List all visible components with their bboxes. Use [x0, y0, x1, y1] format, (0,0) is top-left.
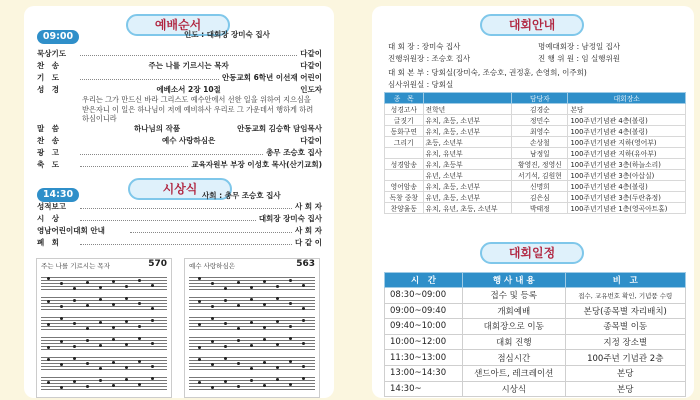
- schedule-header-cell: 담당자: [512, 93, 568, 104]
- music-note: [73, 380, 76, 383]
- timetable-title: 대회일정: [480, 242, 584, 264]
- program-item-label: 광 고: [37, 148, 59, 157]
- schedule-cell: 김은심: [512, 192, 568, 203]
- dot-leader: [80, 214, 256, 221]
- music-note: [250, 344, 253, 347]
- day-timetable: [384, 272, 686, 397]
- program-item-title: 에베소서 2장 10절: [156, 85, 221, 94]
- worship-panel: [24, 6, 334, 398]
- table-row: [385, 303, 686, 319]
- timetable-cell: 08:30~09:00: [385, 288, 463, 304]
- music-note: [151, 342, 154, 345]
- music-note: [60, 363, 63, 366]
- hymn-title: 예수 사랑하심은: [189, 262, 236, 270]
- music-note: [224, 322, 227, 325]
- music-note: [47, 358, 50, 361]
- honorary-chair-info: 명예대회장 : 남정일 집사: [538, 42, 621, 51]
- music-note: [138, 302, 141, 305]
- music-note: [211, 340, 214, 343]
- hq-info: 대 회 본 부 : 당회실(장미숙, 조승호, 권정훈, 손영희, 이주희): [388, 68, 587, 77]
- timetable-cell: 본당: [565, 365, 685, 381]
- music-note: [289, 279, 292, 282]
- table-row: [385, 334, 686, 350]
- hymn-sheet-570: [36, 258, 172, 398]
- program-item-label: 묵상기도: [37, 49, 66, 58]
- table-row: [385, 104, 686, 115]
- music-note: [289, 383, 292, 386]
- hymn-number: 563: [296, 259, 315, 269]
- music-note: [276, 320, 279, 323]
- program-item-label: 성 경: [37, 85, 59, 94]
- music-note: [60, 340, 63, 343]
- music-note: [237, 362, 240, 365]
- music-note: [138, 279, 141, 282]
- music-note: [263, 326, 266, 329]
- music-note: [250, 286, 253, 289]
- music-note: [237, 385, 240, 388]
- schedule-cell: 신명희: [512, 181, 568, 192]
- dot-leader: [80, 160, 188, 167]
- committee-info: 진 행 위 원 : 임 실행위원: [538, 54, 621, 63]
- music-note: [138, 360, 141, 363]
- music-note: [302, 342, 305, 345]
- program-item-person: 총무 조승호 집사: [266, 148, 322, 157]
- program-item-person: 교육자원부 부장 이성호 목사(산기교회): [191, 160, 322, 169]
- schedule-cell: 영어암송: [385, 181, 424, 192]
- music-note: [237, 339, 240, 342]
- timetable-cell: 접수, 교유번호 확인, 기념품 수령: [565, 288, 685, 304]
- hymn-sheet-563: [184, 258, 320, 398]
- music-note: [211, 386, 214, 389]
- program-item-label: 말 씀: [37, 124, 59, 133]
- program-item-label: 영남어린이대회 안내: [37, 226, 105, 235]
- schedule-cell: 남정일: [512, 148, 568, 159]
- music-note: [86, 339, 89, 342]
- music-note: [151, 377, 154, 380]
- table-row: [385, 203, 686, 214]
- music-note: [112, 361, 115, 364]
- timetable-cell: 접수 및 등록: [462, 288, 565, 304]
- music-note: [125, 343, 128, 346]
- program-item-person: 사 회 자: [295, 202, 322, 211]
- schedule-cell: 유치, 초등부: [423, 159, 512, 170]
- table-row: [385, 148, 686, 159]
- music-note: [302, 365, 305, 368]
- program-row: [37, 226, 322, 236]
- timetable-cell: 09:40~10:00: [385, 319, 463, 335]
- music-note: [60, 317, 63, 320]
- music-note: [302, 284, 305, 287]
- schedule-cell: 100주년기념관 3층(하늘소리): [568, 159, 686, 170]
- hymn-number: 570: [148, 259, 167, 269]
- timetable-header-cell: 시 간: [385, 273, 463, 288]
- music-staff: [189, 317, 315, 331]
- music-note: [86, 362, 89, 365]
- music-note: [60, 386, 63, 389]
- timetable-cell: 14:30~: [385, 381, 463, 397]
- music-note: [263, 361, 266, 364]
- music-note: [125, 378, 128, 381]
- music-note: [198, 300, 201, 303]
- program-item-label: 성적보고: [37, 202, 66, 211]
- music-staff: [41, 297, 167, 311]
- program-item-person: 사 회 자: [295, 226, 322, 235]
- timetable-cell: 본당: [565, 381, 685, 397]
- program-item-person: 안동교회 6학년 이선재 어린이: [222, 73, 322, 82]
- program-item-person: 다 같 이: [295, 238, 322, 247]
- program-item-person: 인도자: [300, 85, 322, 94]
- music-note: [99, 344, 102, 347]
- music-note: [289, 337, 292, 340]
- ceremony-title: 시상식: [128, 178, 232, 200]
- table-row: [385, 115, 686, 126]
- timetable-cell: 점심시간: [462, 350, 565, 366]
- music-note: [86, 281, 89, 284]
- program-item-label: 찬 송: [37, 61, 59, 70]
- schedule-cell: 100주년기념관 3층(아삽실): [568, 170, 686, 181]
- program-item-person: 안동교회 김승학 담임목사: [237, 124, 322, 133]
- worship-time-badge: 09:00: [37, 30, 79, 44]
- schedule-cell: 100주년기념관 4층(볼링): [568, 115, 686, 126]
- music-note: [263, 384, 266, 387]
- table-row: [385, 192, 686, 203]
- program-item-label: 찬 송: [37, 136, 59, 145]
- music-note: [86, 385, 89, 388]
- table-row: [385, 170, 686, 181]
- music-note: [289, 302, 292, 305]
- timetable-cell: 대회장으로 이동: [462, 319, 565, 335]
- music-note: [47, 277, 50, 280]
- table-row: [385, 365, 686, 381]
- judges-info: 심사위원실 : 당회실: [388, 80, 454, 89]
- timetable-cell: 개회예배: [462, 303, 565, 319]
- music-note: [263, 280, 266, 283]
- music-note: [73, 299, 76, 302]
- schedule-cell: 박태정: [512, 203, 568, 214]
- music-note: [60, 305, 63, 308]
- music-note: [237, 281, 240, 284]
- timetable-cell: 시상식: [462, 381, 565, 397]
- music-note: [250, 321, 253, 324]
- music-note: [211, 317, 214, 320]
- program-row: [37, 85, 322, 95]
- table-row: [385, 319, 686, 335]
- music-note: [224, 357, 227, 360]
- music-note: [125, 320, 128, 323]
- table-row: [385, 350, 686, 366]
- music-note: [237, 304, 240, 307]
- music-note: [47, 323, 50, 326]
- schedule-cell: 독창 중창: [385, 192, 424, 203]
- worship-title: 예배순서: [126, 14, 230, 36]
- music-note: [125, 285, 128, 288]
- ceremony-time-badge: 14:30: [37, 188, 79, 202]
- timetable-cell: 대회 진행: [462, 334, 565, 350]
- schedule-cell: 100주년기념관 지하(영어부): [568, 137, 686, 148]
- music-note: [276, 378, 279, 381]
- music-note: [86, 327, 89, 330]
- schedule-cell: [385, 170, 424, 181]
- music-note: [99, 286, 102, 289]
- program-item-title: 예수 사랑하심은: [161, 136, 216, 145]
- program-item-label: 폐 회: [37, 238, 59, 247]
- music-note: [47, 300, 50, 303]
- music-note: [198, 358, 201, 361]
- schedule-cell: 유치, 초등, 소년부: [423, 126, 512, 137]
- schedule-cell: 동화구연: [385, 126, 424, 137]
- schedule-cell: 최영수: [512, 126, 568, 137]
- program-item-title: 주는 나를 기르시는 목자: [148, 61, 229, 70]
- schedule-cell: 100주년기념관 4층(볼링): [568, 181, 686, 192]
- schedule-cell: 100주년기념관 3층(두란츄정): [568, 192, 686, 203]
- music-note: [289, 325, 292, 328]
- program-item-person: 다같이: [300, 61, 322, 70]
- table-row: [385, 159, 686, 170]
- program-row: [37, 148, 322, 158]
- timetable-header-cell: 행 사 내 용: [462, 273, 565, 288]
- schedule-header-cell: 종 목: [385, 93, 424, 104]
- program-row: [37, 136, 322, 146]
- schedule-cell: 손상철: [512, 137, 568, 148]
- program-item-person: 대회장 장미숙 집사: [258, 214, 322, 223]
- event-schedule-table: [384, 92, 686, 214]
- timetable-cell: 종목별 이동: [565, 319, 685, 335]
- worship-officiant: 인도 : 대회장 장미숙 집사: [184, 30, 270, 39]
- music-note: [112, 303, 115, 306]
- schedule-cell: 유치, 초등, 소년부: [423, 181, 512, 192]
- music-note: [112, 326, 115, 329]
- music-note: [250, 379, 253, 382]
- music-staff: [41, 377, 167, 391]
- music-note: [263, 338, 266, 341]
- music-note: [302, 377, 305, 380]
- schedule-cell: 서기석, 김원현: [512, 170, 568, 181]
- schedule-cell: [385, 148, 424, 159]
- music-note: [138, 383, 141, 386]
- program-row: [37, 73, 322, 83]
- music-note: [211, 282, 214, 285]
- dot-leader: [80, 49, 297, 56]
- music-note: [211, 363, 214, 366]
- music-note: [99, 321, 102, 324]
- program-row: [37, 61, 322, 71]
- music-note: [47, 346, 50, 349]
- music-note: [73, 322, 76, 325]
- timetable-cell: 13:00~14:30: [385, 365, 463, 381]
- music-note: [211, 305, 214, 308]
- music-note: [250, 367, 253, 370]
- music-note: [112, 280, 115, 283]
- music-note: [125, 297, 128, 300]
- schedule-header-cell: 대회장소: [568, 93, 686, 104]
- music-note: [151, 319, 154, 322]
- music-note: [47, 381, 50, 384]
- music-note: [99, 379, 102, 382]
- timetable-cell: 09:00~09:40: [385, 303, 463, 319]
- schedule-cell: 그리기: [385, 137, 424, 148]
- dot-leader: [130, 226, 292, 233]
- timetable-cell: 10:00~12:00: [385, 334, 463, 350]
- schedule-cell: 100주년기념관 지하(유아부): [568, 148, 686, 159]
- music-note: [151, 284, 154, 287]
- table-row: [385, 288, 686, 304]
- music-note: [263, 303, 266, 306]
- program-item-person: 다같이: [300, 136, 322, 145]
- schedule-cell: 유치, 유년, 초등, 소년부: [423, 203, 512, 214]
- music-note: [198, 323, 201, 326]
- program-item-label: 시 상: [37, 214, 59, 223]
- dot-leader: [80, 148, 263, 155]
- music-note: [73, 287, 76, 290]
- music-note: [250, 298, 253, 301]
- timetable-cell: 샌드아트, 레크레이션: [462, 365, 565, 381]
- schedule-cell: 유년, 소년부: [423, 170, 512, 181]
- music-note: [198, 381, 201, 384]
- schedule-cell: 100주년기념관 1층(영곡아트홀): [568, 203, 686, 214]
- music-note: [276, 343, 279, 346]
- program-row: [37, 160, 322, 170]
- dot-leader: [80, 238, 292, 245]
- music-note: [224, 287, 227, 290]
- music-note: [302, 307, 305, 310]
- ceremony-officiant: 사회 : 총무 조승호 집사: [202, 191, 281, 200]
- schedule-cell: 본당: [568, 104, 686, 115]
- schedule-header-cell: [423, 93, 512, 104]
- music-note: [60, 282, 63, 285]
- music-note: [198, 346, 201, 349]
- music-note: [276, 297, 279, 300]
- schedule-cell: 성경암송: [385, 159, 424, 170]
- timetable-cell: 100주년 기념관 2층: [565, 350, 685, 366]
- schedule-cell: 유년, 초등, 소년부: [423, 192, 512, 203]
- info-title: 대회안내: [480, 14, 584, 36]
- table-row: [385, 137, 686, 148]
- schedule-cell: 황영진, 정영신: [512, 159, 568, 170]
- program-item-label: 축 도: [37, 160, 59, 169]
- schedule-cell: 찬양율동: [385, 203, 424, 214]
- timetable-header-cell: 비 고: [565, 273, 685, 288]
- program-item-title: 하나님의 작품: [133, 124, 181, 133]
- schedule-cell: 글짓기: [385, 115, 424, 126]
- music-note: [99, 298, 102, 301]
- program-row: [37, 202, 322, 212]
- music-note: [151, 307, 154, 310]
- schedule-cell: 유치, 초등, 소년부: [423, 115, 512, 126]
- music-note: [73, 345, 76, 348]
- music-note: [151, 365, 154, 368]
- music-note: [73, 357, 76, 360]
- music-note: [289, 360, 292, 363]
- scripture-text: 우리는 그가 만드신 바라 그리스도 예수안에서 선한 일을 위하여 지으심을 받은자니 이 일은 하나님이 저에 예비하사 우리로 그 가운데서 행하게 하려 하심이니라: [82, 95, 314, 123]
- music-note: [276, 366, 279, 369]
- table-row: [385, 181, 686, 192]
- timetable-cell: 본당(종목별 자리배치): [565, 303, 685, 319]
- music-note: [224, 299, 227, 302]
- music-note: [276, 285, 279, 288]
- music-note: [237, 327, 240, 330]
- timetable-cell: 11:30~13:00: [385, 350, 463, 366]
- schedule-cell: 유치, 유년부: [423, 148, 512, 159]
- program-row: [37, 214, 322, 224]
- program-item-label: 기 도: [37, 73, 59, 82]
- music-note: [302, 319, 305, 322]
- music-note: [99, 367, 102, 370]
- program-row: [37, 238, 322, 248]
- program-row: [37, 49, 322, 59]
- music-staff: [41, 337, 167, 351]
- schedule-cell: 정민수: [512, 115, 568, 126]
- schedule-cell: 성경고사: [385, 104, 424, 115]
- timetable-cell: 지정 장소별: [565, 334, 685, 350]
- music-note: [138, 337, 141, 340]
- schedule-cell: 전학년: [423, 104, 512, 115]
- music-note: [224, 380, 227, 383]
- music-note: [112, 338, 115, 341]
- program-row: [37, 124, 322, 134]
- music-note: [125, 366, 128, 369]
- table-row: [385, 381, 686, 397]
- table-row: [385, 126, 686, 137]
- dot-leader: [80, 73, 219, 80]
- info-panel: [372, 6, 694, 398]
- music-note: [224, 345, 227, 348]
- music-note: [198, 277, 201, 280]
- program-item-person: 다같이: [300, 49, 322, 58]
- schedule-cell: 100주년기념관 4층(볼링): [568, 126, 686, 137]
- music-note: [138, 325, 141, 328]
- music-note: [86, 304, 89, 307]
- dot-leader: [80, 202, 292, 209]
- music-note: [112, 384, 115, 387]
- schedule-cell: 김경순: [512, 104, 568, 115]
- hymn-title: 주는 나를 기르시는 목자: [41, 262, 110, 270]
- chair-info: 대 회 장 : 장미숙 집사: [388, 42, 461, 51]
- committee-chair-info: 진행위원장 : 조승호 집사: [388, 54, 471, 63]
- schedule-cell: 초등, 소년부: [423, 137, 512, 148]
